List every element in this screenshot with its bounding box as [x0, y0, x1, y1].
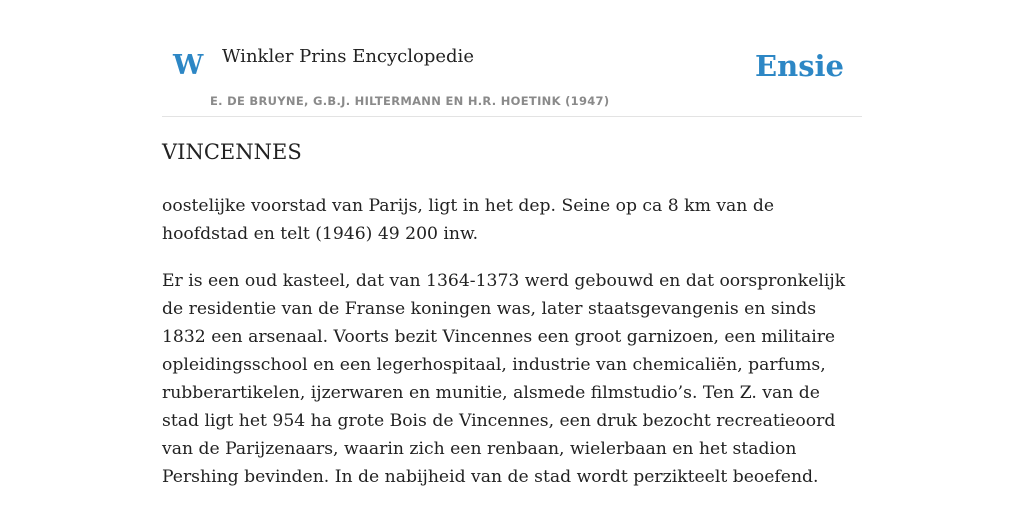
source-logo: W [173, 50, 204, 81]
entry-paragraph: Er is een oud kasteel, dat van 1364-1373 werd gebouwd en dat oorspronkelijk de residentie van de Franse koningen was, later staatsgevangenis en sinds 1832 een arsenaal. Voorts bezit Vincennes een groot garnizoen, een militaire opleidingsschool en een legerhospitaal, industrie van chemicaliën, parfums, rubberartikelen, ijzerwaren en munitie, alsmede filmstudio’s. Ten Z. van de stad ligt het 954 ha grote Bois de Vincennes, een druk bezocht recreatieoord van de Parijzenaars, waarin zich een renbaan, wielerbaan en het stadion Pershing bevinden. In de nabijheid van de stad wordt perzikteelt beoefend. [162, 271, 846, 487]
source-header [162, 0, 862, 117]
source-authors: E. DE BRUYNE, G.B.J. HILTERMANN EN H.R. HOETINK (1947) [210, 94, 610, 108]
entry-title: VINCENNES [162, 140, 302, 164]
source-title-link[interactable]: Winkler Prins Encyclopedie [222, 46, 474, 67]
entry-body [162, 192, 852, 510]
entry-paragraph: oostelijke voorstad van Parijs, ligt in het dep. Seine op ca 8 km van de hoofdstad en telt (1946) 49 200 inw. [162, 196, 774, 244]
ensie-logo-link[interactable]: Ensie [755, 49, 844, 83]
